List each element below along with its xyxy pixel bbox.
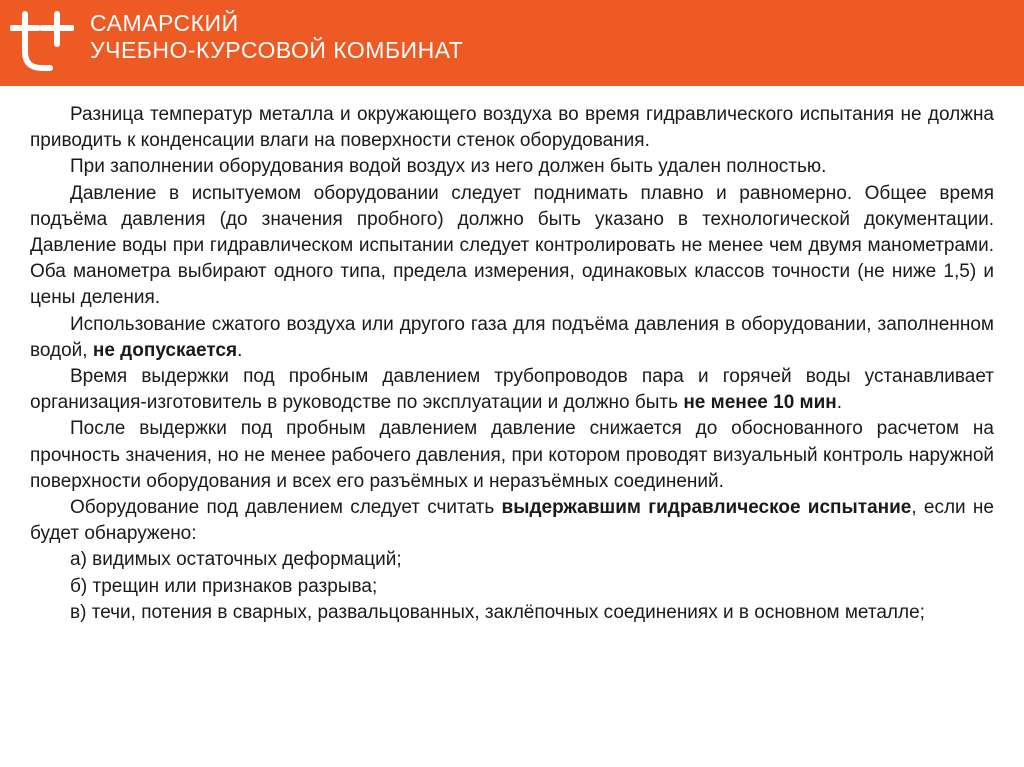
emphasis-not-allowed: не допускается [92, 339, 238, 361]
emphasis-min-time: не менее 10 мин [683, 392, 837, 414]
list-item-cracks: б) трещин или признаков разрыва; [70, 575, 378, 597]
paragraph-pressure-raise: Давление в испытуемом оборудовании следует поднимать плавно и равномерно. Общее время подъёма давления (до значения пробного) должно быть указано в технологической документации. Давление воды при гидравлическом испытании следует контролировать не менее чем двумя манометрами. Оба манометра выбирают одного типа, предела измерения, одинаковых классов точности (не ниже 1,5) и цены деления. [30, 182, 994, 309]
header-bar [0, 0, 1024, 86]
brand-line-1: САМАРСКИЙ [90, 10, 239, 36]
paragraph-compressed-air: Использование сжатого воздуха или другого газа для подъёма давления в оборудовании, заполненном водой, не допускается. [30, 313, 994, 361]
list-item-deformations: а) видимых остаточных деформаций; [70, 549, 402, 571]
brand-line-2: УЧЕБНО-КУРСОВОЙ КОМБИНАТ [90, 37, 464, 63]
document-body [30, 102, 994, 626]
list-item-leaks: в) течи, потения в сварных, развальцованных, заклёпочных соединениях и в основном металле; [70, 601, 925, 623]
paragraph-air-removal: При заполнении оборудования водой воздух из него должен быть удален полностью. [70, 156, 827, 178]
paragraph-visual-control: После выдержки под пробным давлением давление снижается до обоснованного расчетом на прочность значения, но не менее рабочего давления, при котором проводят визуальный контроль наружной поверхности оборудования и всех его разъёмных и неразъёмных соединений. [30, 418, 994, 492]
paragraph-pass-criteria: Оборудование под давлением следует считать выдержавшим гидравлическое испытание, если не будет обнаружено: [30, 497, 994, 545]
paragraph-hold-time: Время выдержки под пробным давлением трубопроводов пара и горячей воды устанавливает организация-изготовитель в руководстве по эксплуатации и должно быть не менее 10 мин. [30, 366, 994, 414]
paragraph-temperature: Разница температур металла и окружающего воздуха во время гидравлического испытания не должна приводить к конденсации влаги на поверхности стенок оборудования. [30, 104, 994, 152]
t-plus-logo-icon [10, 10, 74, 74]
brand-name [90, 10, 463, 64]
emphasis-passed-test: выдержавшим гидравлическое испытание [501, 497, 912, 519]
